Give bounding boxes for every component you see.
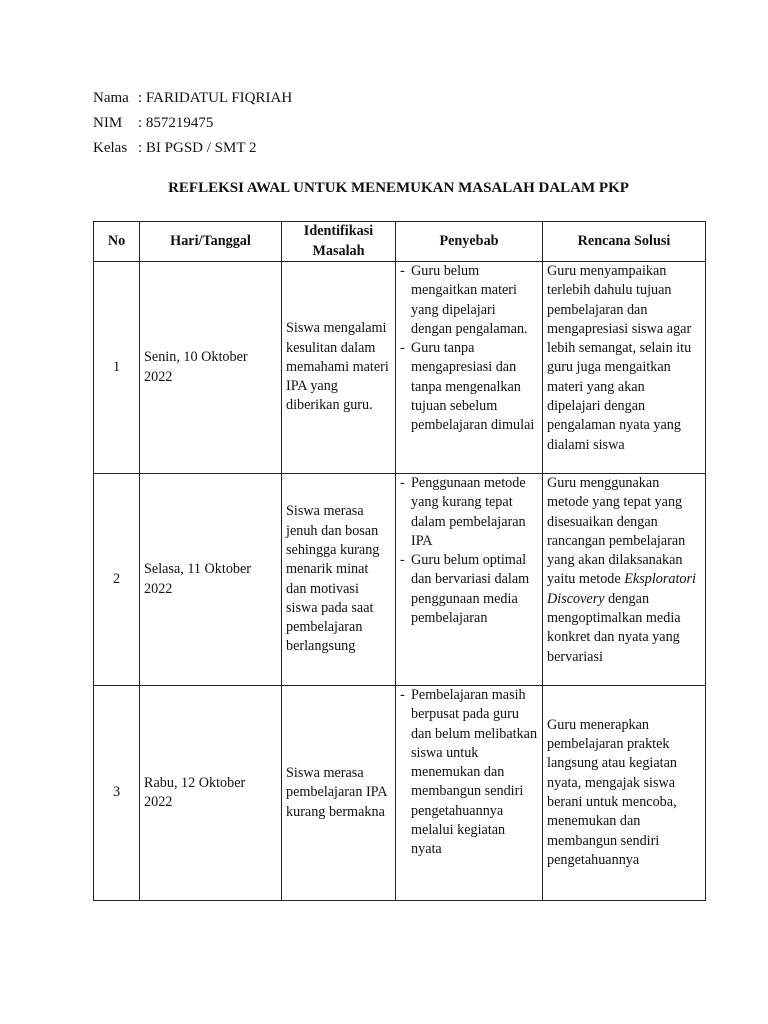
row-solution [543,474,706,686]
row-date: Selasa, 11 Oktober 2022 [140,474,282,686]
solution-text: dengan mengoptimalkan media konkret dan nyata yang bervariasi [547,590,681,665]
cause-list [400,474,538,628]
method-name: Eksploratori Discovery [547,571,696,607]
class-row [93,136,292,161]
table-row [94,474,706,686]
cause-item: - Pembelajaran masih berpusat pada guru dan belum melibatkan siswa untuk menemukan dan membangun sendiri pengetahuannya melalui kegiatan nyata [400,686,538,860]
row-solution: Guru menyampaikan terlebih dahulu tujuan pembelajaran dan mengapresiasi siswa agar lebih semangat, selain itu guru juga mengaitkan materi yang akan dipelajari dengan pengalaman nyata yang dialami siswa [543,262,706,474]
class-label: Kelas [93,140,128,156]
header-cause: Penyebab [396,222,543,262]
header-no: No [94,222,140,262]
row-number: 2 [94,474,140,686]
reflection-table [93,221,706,901]
document-title: REFLEKSI AWAL UNTUK MENEMUKAN MASALAH DALAM PKP [168,180,629,196]
row-number: 3 [94,686,140,901]
cause-item: - Guru belum optimal dan bervariasi dalam penggunaan media pembelajaran [400,551,538,628]
table-row [94,262,706,474]
table-header-row [94,222,706,262]
row-solution: Guru menerapkan pembelajaran praktek langsung atau kegiatan nyata, mengajak siswa berani untuk mencoba, menemukan dan membangun sendiri pengetahuannya [543,686,706,901]
table-row [94,686,706,901]
row-causes [396,474,543,686]
header-problem: Identifikasi Masalah [282,222,396,262]
nim-row [93,111,292,136]
name-value: : FARIDATUL FIQRIAH [138,90,293,106]
row-date: Rabu, 12 Oktober 2022 [140,686,282,901]
row-date: Senin, 10 Oktober 2022 [140,262,282,474]
cause-item: - Guru belum mengaitkan materi yang dipelajari dengan pengalaman. [400,262,538,339]
nim-label: NIM [93,115,123,131]
row-causes [396,686,543,901]
row-problem: Siswa merasa jenuh dan bosan sehingga kurang menarik minat dan motivasi siswa pada saat pembelajaran berlangsung [282,474,396,686]
header-solution: Rencana Solusi [543,222,706,262]
name-label: Nama [93,90,129,106]
row-problem: Siswa merasa pembelajaran IPA kurang bermakna [282,686,396,901]
nim-value: : 857219475 [138,115,214,131]
student-identity [93,86,292,161]
row-causes [396,262,543,474]
name-row [93,86,292,111]
solution-text: Guru menggunakan metode yang tepat yang disesuaikan dengan rancangan pembelajaran yang akan dilaksanakan yaitu metode [547,475,686,588]
class-value: : BI PGSD / SMT 2 [138,140,257,156]
cause-list [400,686,538,860]
cause-item: - Guru tanpa mengapresiasi dan tanpa mengenalkan tujuan sebelum pembelajaran dimulai [400,339,538,435]
cause-list [400,262,538,436]
cause-item: - Penggunaan metode yang kurang tepat dalam pembelajaran IPA [400,474,538,551]
row-number: 1 [94,262,140,474]
row-problem: Siswa mengalami kesulitan dalam memahami materi IPA yang diberikan guru. [282,262,396,474]
header-date: Hari/Tanggal [140,222,282,262]
